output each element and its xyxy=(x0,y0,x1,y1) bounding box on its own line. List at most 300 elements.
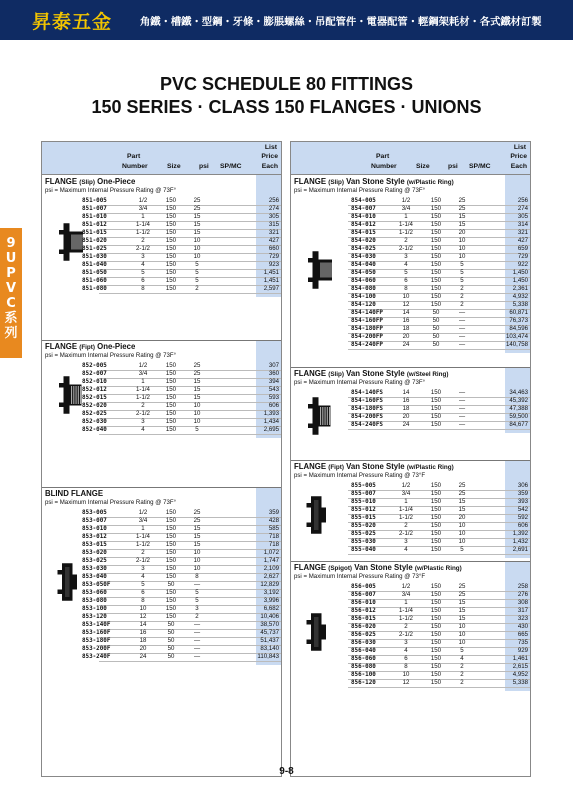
size-cell: 3 xyxy=(404,538,408,545)
size-cell: 3/4 xyxy=(401,490,411,497)
price-cell: 929 xyxy=(517,647,528,654)
spmc-cell: 5 xyxy=(195,589,199,596)
side-tab-char: 系 xyxy=(4,311,18,326)
price-cell: 1,434 xyxy=(263,418,279,425)
price-cell: 321 xyxy=(268,229,279,236)
part-number: 853-080 xyxy=(82,598,107,604)
psi-cell: 150 xyxy=(430,397,442,404)
psi-cell: 150 xyxy=(165,362,177,369)
spmc-cell: — xyxy=(458,389,466,396)
psi-cell: 150 xyxy=(430,221,442,228)
size-cell: 1/2 xyxy=(138,197,148,204)
spmc-cell: — xyxy=(458,421,466,428)
spmc-cell: 5 xyxy=(460,269,464,276)
psi-cell: 150 xyxy=(165,386,177,393)
spmc-cell: 2 xyxy=(460,301,464,308)
spmc-cell: — xyxy=(458,325,466,332)
psi-cell: 150 xyxy=(430,506,442,513)
price-cell: 258 xyxy=(517,583,528,590)
spmc-cell: — xyxy=(458,405,466,412)
price-cell: 1,450 xyxy=(512,277,528,284)
side-tab-char: P xyxy=(6,266,16,281)
part-number: 854-140FP xyxy=(351,310,383,316)
size-cell: 24 xyxy=(402,341,410,348)
spmc-cell: 2 xyxy=(195,285,199,292)
psi-cell: 150 xyxy=(165,557,177,564)
size-cell: 1 xyxy=(404,213,408,220)
section-divider xyxy=(42,340,281,341)
psi-cell: 150 xyxy=(165,378,177,385)
product-section xyxy=(291,460,530,558)
pressure-note: psi = Maximum Internal Pressure Rating @ 73F° xyxy=(294,379,426,386)
spmc-cell: 15 xyxy=(458,498,466,505)
section-title xyxy=(294,369,448,378)
size-cell: 16 xyxy=(402,317,410,324)
column-header xyxy=(42,142,281,175)
part-number: 851-080 xyxy=(82,286,107,292)
part-number: 854-025 xyxy=(351,246,376,252)
psi-cell: 150 xyxy=(165,261,177,268)
size-cell: 3 xyxy=(404,253,408,260)
side-tab-char: 列 xyxy=(4,326,18,341)
price-cell: 427 xyxy=(517,237,528,244)
part-number: 853-050F xyxy=(82,582,111,588)
column-header-number: Number xyxy=(122,163,148,170)
spmc-cell: 5 xyxy=(195,261,199,268)
psi-cell: 150 xyxy=(430,623,442,630)
column-header-psi: psi xyxy=(199,163,209,170)
size-cell: 1-1/4 xyxy=(399,506,413,513)
size-cell: 5 xyxy=(141,581,145,588)
section-title xyxy=(45,489,103,498)
row-rule xyxy=(348,429,530,430)
psi-cell: 150 xyxy=(165,237,177,244)
part-number: 853-020 xyxy=(82,550,107,556)
price-cell: 59,500 xyxy=(509,413,528,420)
side-category-tab xyxy=(0,228,22,358)
column-header-spmc: SP/MC xyxy=(220,163,242,170)
psi-cell: 150 xyxy=(430,647,442,654)
psi-cell: 50 xyxy=(432,309,440,316)
part-number: 852-020 xyxy=(82,403,107,409)
psi-cell: 150 xyxy=(165,197,177,204)
column-header-price: Price xyxy=(510,153,527,160)
psi-cell: 150 xyxy=(430,530,442,537)
price-cell: 308 xyxy=(517,599,528,606)
psi-cell: 150 xyxy=(430,514,442,521)
part-number: 856-080 xyxy=(351,664,376,670)
price-cell: 305 xyxy=(268,213,279,220)
price-cell: 140,758 xyxy=(505,341,528,348)
psi-cell: 50 xyxy=(167,637,175,644)
psi-cell: 150 xyxy=(430,655,442,662)
column-header-size: Size xyxy=(416,163,430,170)
size-cell: 24 xyxy=(402,421,410,428)
spmc-cell: 10 xyxy=(458,530,466,537)
size-cell: 3 xyxy=(141,418,145,425)
spmc-cell: 10 xyxy=(193,245,201,252)
price-cell: 305 xyxy=(517,213,528,220)
size-cell: 12 xyxy=(139,613,147,620)
part-number: 854-060 xyxy=(351,278,376,284)
section-title-note: (w/Plastic Ring) xyxy=(414,565,462,572)
spmc-cell: 5 xyxy=(460,277,464,284)
spmc-cell: 25 xyxy=(458,591,466,598)
part-number: 854-010 xyxy=(351,214,376,220)
psi-cell: 150 xyxy=(165,525,177,532)
size-cell: 2-1/2 xyxy=(136,410,150,417)
size-cell: 1-1/2 xyxy=(136,229,150,236)
psi-cell: 150 xyxy=(430,498,442,505)
product-section xyxy=(291,367,530,433)
product-section xyxy=(42,487,281,665)
brand-logo: 昇泰五金 xyxy=(32,10,113,33)
price-cell: 3,192 xyxy=(263,589,279,596)
row-rule xyxy=(348,687,530,688)
size-cell: 2 xyxy=(404,522,408,529)
size-cell: 1 xyxy=(141,525,145,532)
psi-cell: 150 xyxy=(165,285,177,292)
price-cell: 1,432 xyxy=(512,538,528,545)
price-cell: 323 xyxy=(517,615,528,622)
part-number: 852-015 xyxy=(82,395,107,401)
size-cell: 1-1/2 xyxy=(399,229,413,236)
psi-cell: 150 xyxy=(430,538,442,545)
size-cell: 1-1/2 xyxy=(399,514,413,521)
section-title-type: (Spigot) xyxy=(328,565,353,572)
size-cell: 1-1/2 xyxy=(136,541,150,548)
part-number: 854-020 xyxy=(351,238,376,244)
part-number: 852-007 xyxy=(82,371,107,377)
size-cell: 12 xyxy=(402,301,410,308)
spmc-cell: 5 xyxy=(195,277,199,284)
psi-cell: 150 xyxy=(165,549,177,556)
price-cell: 45,737 xyxy=(260,629,279,636)
size-cell: 1-1/2 xyxy=(399,615,413,622)
spmc-cell: 4 xyxy=(460,655,464,662)
part-number: 855-010 xyxy=(351,499,376,505)
price-cell: 83,140 xyxy=(260,645,279,652)
part-number: 853-160F xyxy=(82,630,111,636)
size-cell: 20 xyxy=(402,413,410,420)
price-cell: 542 xyxy=(517,506,528,513)
part-number: 851-007 xyxy=(82,206,107,212)
part-number: 853-060 xyxy=(82,590,107,596)
side-tab-char: U xyxy=(5,251,17,266)
size-cell: 2 xyxy=(141,402,145,409)
side-tab-char: 9 xyxy=(6,236,16,251)
part-number: 854-012 xyxy=(351,222,376,228)
size-cell: 4 xyxy=(404,261,408,268)
part-number: 854-180FP xyxy=(351,326,383,332)
price-cell: 307 xyxy=(268,362,279,369)
psi-cell: 150 xyxy=(165,402,177,409)
spmc-cell: 2 xyxy=(460,679,464,686)
size-cell: 2-1/2 xyxy=(399,631,413,638)
psi-cell: 150 xyxy=(165,269,177,276)
price-cell: 665 xyxy=(517,631,528,638)
spmc-cell: 15 xyxy=(458,599,466,606)
part-number: 856-060 xyxy=(351,656,376,662)
page-number: 9-8 xyxy=(279,766,294,777)
pressure-note: psi = Maximum Internal Pressure Rating @ 73F° xyxy=(45,187,177,194)
price-cell: 274 xyxy=(268,205,279,212)
section-title-type: (Fipt) xyxy=(328,464,344,471)
size-cell: 1-1/4 xyxy=(399,607,413,614)
part-number: 854-040 xyxy=(351,262,376,268)
part-number: 851-012 xyxy=(82,222,107,228)
column-header-spmc: SP/MC xyxy=(469,163,491,170)
psi-cell: 50 xyxy=(432,317,440,324)
product-section xyxy=(291,561,530,691)
price-cell: 718 xyxy=(268,533,279,540)
section-title-main: FLANGE xyxy=(294,177,327,186)
spmc-cell: 10 xyxy=(458,631,466,638)
section-title-style: One-Piece xyxy=(97,342,136,351)
part-number: 853-015 xyxy=(82,542,107,548)
size-cell: 24 xyxy=(139,653,147,660)
size-cell: 2 xyxy=(141,237,145,244)
psi-cell: 150 xyxy=(165,565,177,572)
size-cell: 1-1/4 xyxy=(136,386,150,393)
part-number: 855-005 xyxy=(351,483,376,489)
part-number: 851-060 xyxy=(82,278,107,284)
price-cell: 1,393 xyxy=(263,410,279,417)
psi-cell: 150 xyxy=(430,421,442,428)
price-cell: 45,392 xyxy=(509,397,528,404)
psi-cell: 150 xyxy=(165,589,177,596)
spmc-cell: 25 xyxy=(458,197,466,204)
spmc-cell: 25 xyxy=(458,482,466,489)
price-cell: 585 xyxy=(268,525,279,532)
price-cell: 256 xyxy=(268,197,279,204)
part-number: 856-020 xyxy=(351,624,376,630)
part-number: 856-015 xyxy=(351,616,376,622)
section-title xyxy=(294,462,454,471)
section-title xyxy=(45,342,135,351)
psi-cell: 150 xyxy=(430,490,442,497)
row-rule xyxy=(348,554,530,555)
size-cell: 14 xyxy=(402,309,410,316)
spmc-cell: — xyxy=(193,653,201,660)
psi-cell: 150 xyxy=(165,541,177,548)
price-cell: 1,451 xyxy=(263,269,279,276)
spmc-cell: 15 xyxy=(193,525,201,532)
price-cell: 103,474 xyxy=(505,333,528,340)
size-cell: 16 xyxy=(139,629,147,636)
part-number: 853-005 xyxy=(82,510,107,516)
price-cell: 1,451 xyxy=(263,277,279,284)
spmc-cell: 10 xyxy=(193,253,201,260)
size-cell: 3/4 xyxy=(401,591,411,598)
page-title: PVC SCHEDULE 80 FITTINGS xyxy=(159,74,414,94)
section-title-main: FLANGE xyxy=(294,462,327,471)
price-cell: 3,996 xyxy=(263,597,279,604)
size-cell: 4 xyxy=(404,647,408,654)
spmc-cell: 15 xyxy=(458,221,466,228)
price-cell: 1,747 xyxy=(263,557,279,564)
size-cell: 18 xyxy=(402,405,410,412)
spmc-cell: 15 xyxy=(458,213,466,220)
price-panel-left xyxy=(41,141,282,777)
price-cell: 660 xyxy=(268,245,279,252)
price-cell: 2,695 xyxy=(263,426,279,433)
size-cell: 8 xyxy=(404,285,408,292)
psi-cell: 150 xyxy=(430,277,442,284)
part-number: 854-005 xyxy=(351,198,376,204)
spmc-cell: 10 xyxy=(193,565,201,572)
section-title xyxy=(294,177,454,186)
part-number: 856-010 xyxy=(351,600,376,606)
size-cell: 2-1/2 xyxy=(399,530,413,537)
spmc-cell: 15 xyxy=(193,386,201,393)
psi-cell: 150 xyxy=(430,663,442,670)
column-header-part: Part xyxy=(127,153,141,160)
part-number: 854-080 xyxy=(351,286,376,292)
part-number: 853-120 xyxy=(82,614,107,620)
price-cell: 359 xyxy=(268,509,279,516)
row-rule xyxy=(99,434,281,435)
spmc-cell: 2 xyxy=(195,613,199,620)
section-title-note: (w/Plastic Ring) xyxy=(406,179,454,186)
price-cell: 6,682 xyxy=(263,605,279,612)
spmc-cell: 25 xyxy=(458,490,466,497)
spmc-cell: 5 xyxy=(195,426,199,433)
psi-cell: 50 xyxy=(432,325,440,332)
size-cell: 1 xyxy=(404,599,408,606)
row-rule xyxy=(99,293,281,294)
price-cell: 315 xyxy=(268,221,279,228)
price-cell: 735 xyxy=(517,639,528,646)
spmc-cell: 8 xyxy=(195,573,199,580)
part-number: 851-015 xyxy=(82,230,107,236)
part-number: 854-240FP xyxy=(351,342,383,348)
part-number: 855-030 xyxy=(351,539,376,545)
spmc-cell: 10 xyxy=(458,237,466,244)
part-number: 853-012 xyxy=(82,534,107,540)
price-cell: 76,373 xyxy=(509,317,528,324)
spmc-cell: 2 xyxy=(460,671,464,678)
psi-cell: 150 xyxy=(430,229,442,236)
price-cell: 1,450 xyxy=(512,269,528,276)
psi-cell: 50 xyxy=(167,629,175,636)
psi-cell: 150 xyxy=(430,631,442,638)
psi-cell: 150 xyxy=(165,605,177,612)
pressure-note: psi = Maximum Internal Pressure Rating @ 73F° xyxy=(294,187,426,194)
price-cell: 60,871 xyxy=(509,309,528,316)
spmc-cell: — xyxy=(193,629,201,636)
spmc-cell: — xyxy=(458,397,466,404)
column-header-size: Size xyxy=(167,163,181,170)
size-cell: 14 xyxy=(139,621,147,628)
part-number: 851-040 xyxy=(82,262,107,268)
psi-cell: 150 xyxy=(430,615,442,622)
part-number: 854-007 xyxy=(351,206,376,212)
psi-cell: 150 xyxy=(430,607,442,614)
section-divider xyxy=(291,460,530,461)
part-number: 852-025 xyxy=(82,411,107,417)
part-number: 851-020 xyxy=(82,238,107,244)
size-cell: 1/2 xyxy=(138,362,148,369)
size-cell: 1/2 xyxy=(401,197,411,204)
psi-cell: 50 xyxy=(167,645,175,652)
price-cell: 47,388 xyxy=(509,405,528,412)
pressure-note: psi = Maximum Internal Pressure Rating @ 73F° xyxy=(45,499,177,506)
price-cell: 317 xyxy=(517,607,528,614)
section-title-type: (Slip) xyxy=(328,179,344,186)
part-number: 853-180F xyxy=(82,638,111,644)
size-cell: 20 xyxy=(402,333,410,340)
pressure-note: psi = Maximum Internal Pressure Rating @ 73F° xyxy=(45,352,177,359)
size-cell: 1 xyxy=(141,213,145,220)
spmc-cell: 25 xyxy=(193,517,201,524)
psi-cell: 150 xyxy=(165,221,177,228)
section-divider xyxy=(291,367,530,368)
price-cell: 84,677 xyxy=(509,421,528,428)
spmc-cell: — xyxy=(193,581,201,588)
spmc-cell: 10 xyxy=(193,237,201,244)
product-section xyxy=(291,175,530,353)
spmc-cell: — xyxy=(458,333,466,340)
size-cell: 3 xyxy=(404,639,408,646)
size-cell: 4 xyxy=(141,426,145,433)
part-number: 853-040 xyxy=(82,574,107,580)
size-cell: 1-1/4 xyxy=(399,221,413,228)
part-number: 853-025 xyxy=(82,558,107,564)
psi-cell: 50 xyxy=(167,581,175,588)
spmc-cell: 25 xyxy=(193,197,201,204)
psi-cell: 150 xyxy=(430,679,442,686)
row-rule xyxy=(348,349,530,350)
price-cell: 592 xyxy=(517,514,528,521)
price-cell: 10,406 xyxy=(260,613,279,620)
psi-cell: 150 xyxy=(430,213,442,220)
part-number: 856-040 xyxy=(351,648,376,654)
price-cell: 4,952 xyxy=(512,671,528,678)
section-title xyxy=(294,563,462,572)
spmc-cell: 15 xyxy=(458,506,466,513)
psi-cell: 150 xyxy=(430,639,442,646)
price-cell: 2,109 xyxy=(263,565,279,572)
psi-cell: 150 xyxy=(165,509,177,516)
header-banner xyxy=(0,0,573,40)
section-title-type: (Fipt) xyxy=(79,344,95,351)
price-cell: 729 xyxy=(517,253,528,260)
spmc-cell: 15 xyxy=(193,378,201,385)
part-number: 854-050 xyxy=(351,270,376,276)
row-rule xyxy=(99,661,281,662)
psi-cell: 150 xyxy=(165,533,177,540)
spmc-cell: 5 xyxy=(195,269,199,276)
column-header-price: Price xyxy=(261,153,278,160)
section-title-note: (w/Plastic Ring) xyxy=(406,464,454,471)
price-cell: 1,072 xyxy=(263,549,279,556)
product-section xyxy=(42,340,281,438)
spmc-cell: — xyxy=(458,341,466,348)
spmc-cell: 20 xyxy=(458,229,466,236)
part-number: 851-010 xyxy=(82,214,107,220)
spmc-cell: 25 xyxy=(458,205,466,212)
part-number: 856-005 xyxy=(351,584,376,590)
product-section xyxy=(42,175,281,297)
spmc-cell: 15 xyxy=(193,394,201,401)
price-cell: 306 xyxy=(517,482,528,489)
price-cell: 394 xyxy=(268,378,279,385)
psi-cell: 150 xyxy=(430,583,442,590)
price-cell: 2,361 xyxy=(512,285,528,292)
pressure-note: psi = Maximum Internal Pressure Rating @ 73°F xyxy=(294,472,426,479)
psi-cell: 150 xyxy=(430,253,442,260)
